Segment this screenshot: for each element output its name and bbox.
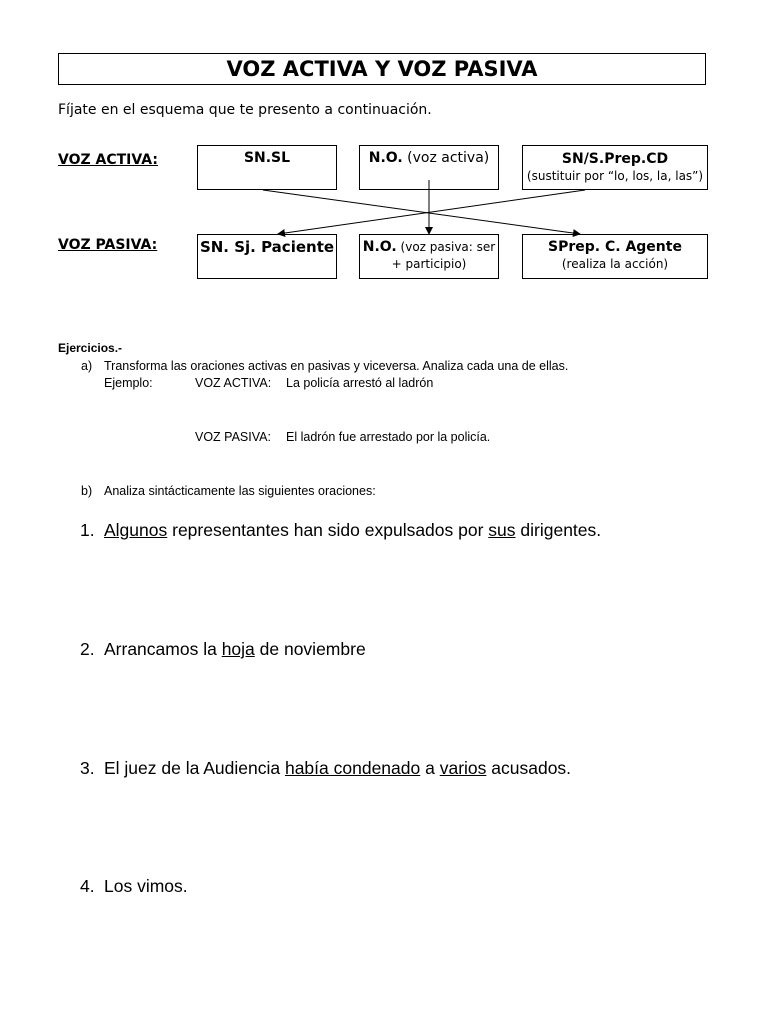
- box-bold-text: N.O.: [368, 150, 403, 166]
- example-label: Ejemplo:: [104, 376, 153, 390]
- sentence-1: [104, 520, 601, 541]
- box-bold-text: SN. Sj. Paciente: [199, 238, 335, 256]
- arrow-cd-to-subject: [278, 190, 585, 234]
- example-active-sentence: La policía arrestó al ladrón: [286, 376, 434, 390]
- example-active-tag: VOZ ACTIVA:: [195, 376, 272, 390]
- exercises-heading: Ejercicios.-: [58, 341, 123, 355]
- sentence-part: dirigentes.: [515, 520, 602, 540]
- sentence-3: [104, 758, 571, 779]
- sentence-part: El juez de la Audiencia: [104, 758, 285, 778]
- item-a-marker: a): [81, 359, 93, 373]
- example-passive-tag: VOZ PASIVA:: [195, 430, 271, 444]
- sentence-2: [104, 639, 366, 660]
- sentence-number: 4.: [80, 876, 95, 896]
- box-bold-text: SPrep. C. Agente: [548, 239, 682, 255]
- box-bold-text: SN.SL: [243, 150, 291, 166]
- sentence-part: había condenado: [284, 758, 421, 778]
- sentence-part: acusados.: [486, 758, 572, 778]
- passive-voice-label: VOZ PASIVA:: [58, 237, 158, 253]
- intro-text: Fíjate en el esquema que te presento a continuación.: [58, 102, 432, 118]
- box-small-text: (sustituir por “lo, los, la, las”): [526, 169, 704, 183]
- sentence-part: hoja: [221, 639, 255, 659]
- box-small-text: (realiza la acción): [561, 257, 669, 271]
- sentence-part: Los vimos.: [104, 876, 188, 896]
- example-passive-sentence: El ladrón fue arrestado por la policía.: [286, 430, 491, 444]
- sentence-part: Algunos: [104, 520, 168, 540]
- sentence-part: varios: [439, 758, 487, 778]
- sentence-part: de noviembre: [254, 639, 366, 659]
- sentence-part: representantes han sido expulsados por: [167, 520, 489, 540]
- box-bold-text: SN/S.Prep.CD: [561, 151, 669, 167]
- page-title: VOZ ACTIVA Y VOZ PASIVA: [58, 53, 706, 85]
- sentence-number: 2.: [80, 639, 95, 659]
- sentence-part: Arrancamos la: [104, 639, 222, 659]
- sentence-number: 3.: [80, 758, 95, 778]
- item-b-marker: b): [81, 484, 93, 498]
- active-voice-label: VOZ ACTIVA:: [58, 152, 158, 168]
- sentence-4: [104, 876, 188, 897]
- box-bold-text: N.O.: [362, 239, 397, 255]
- arrow-subject-to-agent: [263, 190, 580, 234]
- sentence-part: a: [420, 758, 440, 778]
- sentence-number: 1.: [80, 520, 95, 540]
- box-normal-text: (voz activa): [402, 150, 490, 166]
- sentence-part: sus: [488, 520, 516, 540]
- item-a-text: Transforma las oraciones activas en pasivas y viceversa. Analiza cada una de ellas.: [104, 359, 569, 373]
- item-b-text: Analiza sintácticamente las siguientes oraciones:: [104, 484, 376, 498]
- box-small-text: (voz pasiva: ser + participio): [391, 240, 496, 271]
